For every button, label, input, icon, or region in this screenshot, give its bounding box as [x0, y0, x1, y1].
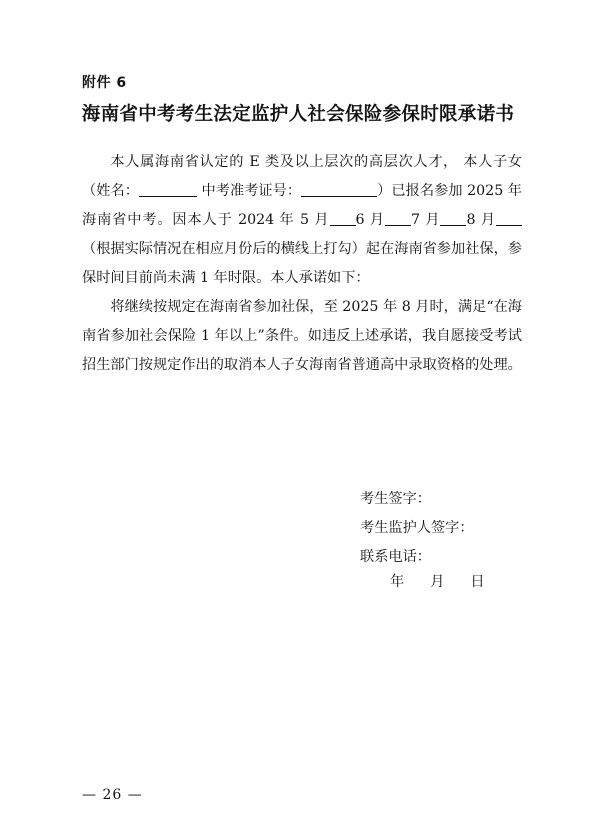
name-blank	[139, 182, 197, 197]
student-signature-label: 考生签字：	[360, 491, 431, 507]
month-7-blank	[440, 211, 466, 226]
paragraph-2: 将继续按规定在海南省参加社保，至 2025 年 8 月时，满足“在海南省参加社会保险 1 年以上”条件。如违反上述承诺，我自愿接受考试招生部门按规定作出的取消本人子女海南省普通高中录取资格的处理。	[82, 299, 522, 373]
month-8-blank	[496, 211, 522, 226]
p1-text-4: 6 月	[355, 212, 385, 228]
paragraph-1	[82, 148, 522, 293]
month-5-blank	[330, 211, 356, 226]
exam-number-blank	[301, 182, 377, 197]
attachment-label: 附件 6	[82, 75, 127, 91]
page-number: — 26 —	[82, 787, 143, 803]
date-line	[390, 571, 511, 591]
date-month: 月	[430, 574, 445, 590]
p1-text-5: 7 月	[411, 212, 441, 228]
p1-text-6: 8 月	[466, 212, 496, 228]
phone-label: 联系电话：	[360, 549, 431, 565]
guardian-signature-label: 考生监护人签字：	[360, 520, 474, 536]
document-body	[82, 148, 522, 380]
p1-text-7: （根据实际情况在相应月份后的横线上打勾）起在海南省参加社保，参保时间目前尚未满 1 年时限。本人承诺如下：	[82, 241, 522, 286]
date-day: 日	[470, 574, 485, 590]
date-year: 年	[390, 574, 405, 590]
p1-text-2: 中考准考证号：	[196, 183, 302, 199]
month-6-blank	[385, 211, 411, 226]
p1-text-1: 本人属海南省认定的 E 类及以上层次的高层次人才， 本人子女（姓名：	[82, 154, 522, 199]
p1-text-3: ）已报名参加 2025 年海南省中考。因本人于 2024 年 5 月	[82, 183, 522, 228]
document-title: 海南省中考考生法定监护人社会保险参保时限承诺书	[81, 104, 515, 125]
